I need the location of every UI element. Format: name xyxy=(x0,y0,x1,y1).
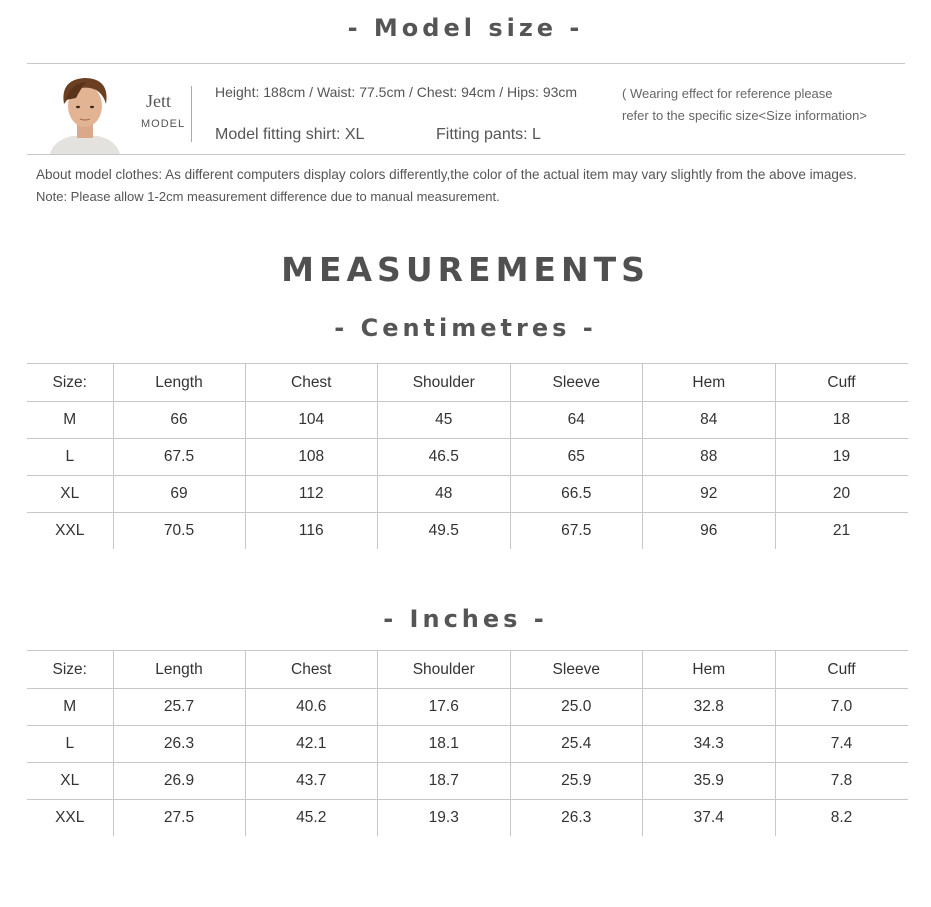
table-cell: 18.1 xyxy=(378,726,511,763)
table-cell: M xyxy=(63,411,77,428)
table-cell: 7.4 xyxy=(775,726,908,763)
table-cell: 26.3 xyxy=(510,800,643,837)
table-cell: 25.4 xyxy=(510,726,643,763)
table-cell: 88 xyxy=(643,439,776,476)
header-size: Size: xyxy=(52,373,87,391)
table-cell: XL xyxy=(60,772,80,789)
table-cell: 18.7 xyxy=(378,763,511,800)
table-cell: 18 xyxy=(775,402,908,439)
table-cell: 70.5 xyxy=(113,513,245,550)
table-cell: 65 xyxy=(510,439,643,476)
header-chest: Chest xyxy=(245,651,378,689)
reference-note-line1: ( Wearing effect for reference please xyxy=(622,86,833,101)
header-size: Size: xyxy=(52,660,87,678)
reference-note-line2: refer to the specific size<Size information> xyxy=(622,108,867,123)
table-cell: 67.5 xyxy=(510,513,643,550)
centimetres-title: - Centimetres - xyxy=(334,314,597,342)
table-cell: L xyxy=(65,735,75,752)
table-cell: 45.2 xyxy=(245,800,378,837)
table-cell: 34.3 xyxy=(643,726,776,763)
header-chest: Chest xyxy=(245,364,378,402)
measurement-note: Note: Please allow 1-2cm measurement difference due to manual measurement. xyxy=(36,189,500,204)
table-cell: 48 xyxy=(378,476,511,513)
model-size-title: - Model size - xyxy=(347,14,584,42)
header-cuff: Cuff xyxy=(775,364,908,402)
model-divider xyxy=(191,86,192,142)
table-cell: 21 xyxy=(775,513,908,550)
table-cell: XXL xyxy=(55,522,85,539)
header-hem: Hem xyxy=(643,651,776,689)
table-cell: 25.9 xyxy=(510,763,643,800)
table-cell: 43.7 xyxy=(245,763,378,800)
table-cell: 69 xyxy=(113,476,245,513)
table-cell: 45 xyxy=(378,402,511,439)
model-fitting-shirt: Model fitting shirt: XL xyxy=(215,126,365,143)
table-header-row xyxy=(27,364,908,402)
model-fitting-pants: Fitting pants: L xyxy=(436,126,541,143)
table-row xyxy=(27,800,908,837)
table-row xyxy=(27,763,908,800)
table-cell: 64 xyxy=(510,402,643,439)
table-cell: L xyxy=(65,448,75,465)
table-cell: XXL xyxy=(55,809,85,826)
measurements-title: MEASUREMENTS xyxy=(281,250,650,289)
table-row xyxy=(27,439,908,476)
table-cell: 25.7 xyxy=(113,689,245,726)
table-cell: 26.9 xyxy=(113,763,245,800)
header-cuff: Cuff xyxy=(775,651,908,689)
table-cell: 112 xyxy=(245,476,378,513)
table-cell: 40.6 xyxy=(245,689,378,726)
table-cell: 116 xyxy=(245,513,378,550)
table-cell: 7.8 xyxy=(775,763,908,800)
table-cell: 32.8 xyxy=(643,689,776,726)
model-name: Jett xyxy=(146,91,171,111)
table-cell: 19.3 xyxy=(378,800,511,837)
header-sleeve: Sleeve xyxy=(510,364,643,402)
table-cell: 8.2 xyxy=(775,800,908,837)
table-header-row xyxy=(27,651,908,689)
table-cell: 25.0 xyxy=(510,689,643,726)
table-row xyxy=(27,689,908,726)
inches-table xyxy=(27,650,908,836)
table-cell: 19 xyxy=(775,439,908,476)
table-cell: 108 xyxy=(245,439,378,476)
header-length: Length xyxy=(113,364,245,402)
table-cell: 84 xyxy=(643,402,776,439)
table-cell: M xyxy=(63,698,77,715)
table-row xyxy=(27,726,908,763)
color-note: About model clothes: As different computers display colors differently,the color of the actual item may vary slightly from the above images. xyxy=(36,167,857,182)
inches-title: - Inches - xyxy=(383,605,548,633)
table-cell: 37.4 xyxy=(643,800,776,837)
header-shoulder: Shoulder xyxy=(378,651,511,689)
table-row xyxy=(27,476,908,513)
table-row xyxy=(27,513,908,550)
table-cell: 96 xyxy=(643,513,776,550)
model-label: MODEL xyxy=(141,118,186,130)
table-cell: 17.6 xyxy=(378,689,511,726)
table-row xyxy=(27,402,908,439)
model-stats: Height: 188cm / Waist: 77.5cm / Chest: 94cm / Hips: 93cm xyxy=(215,84,578,100)
table-cell: 104 xyxy=(245,402,378,439)
table-cell: 66.5 xyxy=(510,476,643,513)
table-cell: 49.5 xyxy=(378,513,511,550)
table-cell: 66 xyxy=(113,402,245,439)
centimetres-table xyxy=(27,363,908,549)
table-cell: 27.5 xyxy=(113,800,245,837)
header-shoulder: Shoulder xyxy=(378,364,511,402)
header-length: Length xyxy=(113,651,245,689)
table-cell: 42.1 xyxy=(245,726,378,763)
header-hem: Hem xyxy=(643,364,776,402)
table-cell: 20 xyxy=(775,476,908,513)
table-cell: XL xyxy=(60,485,80,502)
divider-bottom xyxy=(27,154,905,155)
table-cell: 35.9 xyxy=(643,763,776,800)
table-cell: 46.5 xyxy=(378,439,511,476)
divider-top xyxy=(27,63,905,64)
header-sleeve: Sleeve xyxy=(510,651,643,689)
model-photo xyxy=(40,70,130,154)
table-cell: 67.5 xyxy=(113,439,245,476)
table-cell: 26.3 xyxy=(113,726,245,763)
table-cell: 92 xyxy=(643,476,776,513)
table-cell: 7.0 xyxy=(775,689,908,726)
